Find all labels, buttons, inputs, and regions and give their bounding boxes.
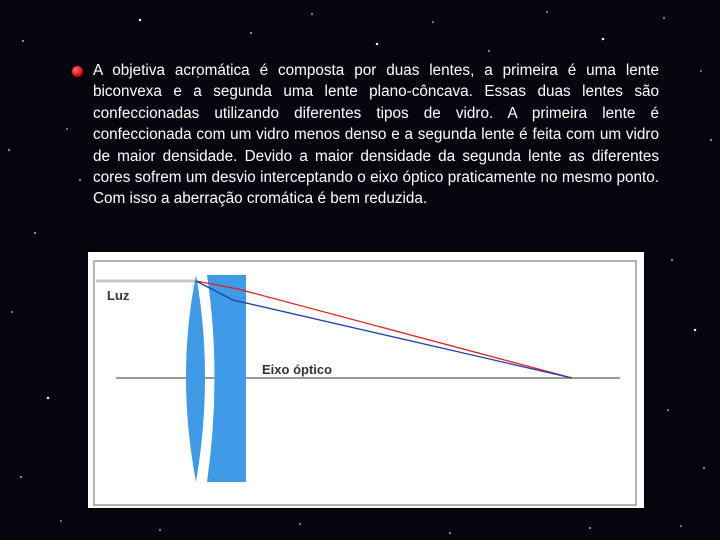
red-dot-icon: [72, 66, 83, 77]
bullet-item: [72, 60, 662, 210]
light-label: Luz: [107, 288, 130, 303]
body-paragraph: A objetiva acromática é composta por duas lentes, a primeira é uma lente biconvexa e a segunda uma lente plano-côncava. Essas duas lentes são confeccionadas utilizando diferentes tipos de vidro. A primeira lente é confeccionada com um vidro menos denso e a segunda lente é feita com um vidro de maior densidade. Devido a maior densidade da segunda lente as diferentes cores sofrem um desvio interceptando o eixo óptico praticamente no mesmo ponto. Com isso a aberração cromática é bem reduzida.: [93, 62, 659, 208]
achromatic-lens-figure: [88, 252, 644, 508]
diagram-frame: [94, 261, 636, 505]
lens-diagram: [88, 252, 644, 508]
optical-axis-label: Eixo óptico: [262, 362, 333, 377]
